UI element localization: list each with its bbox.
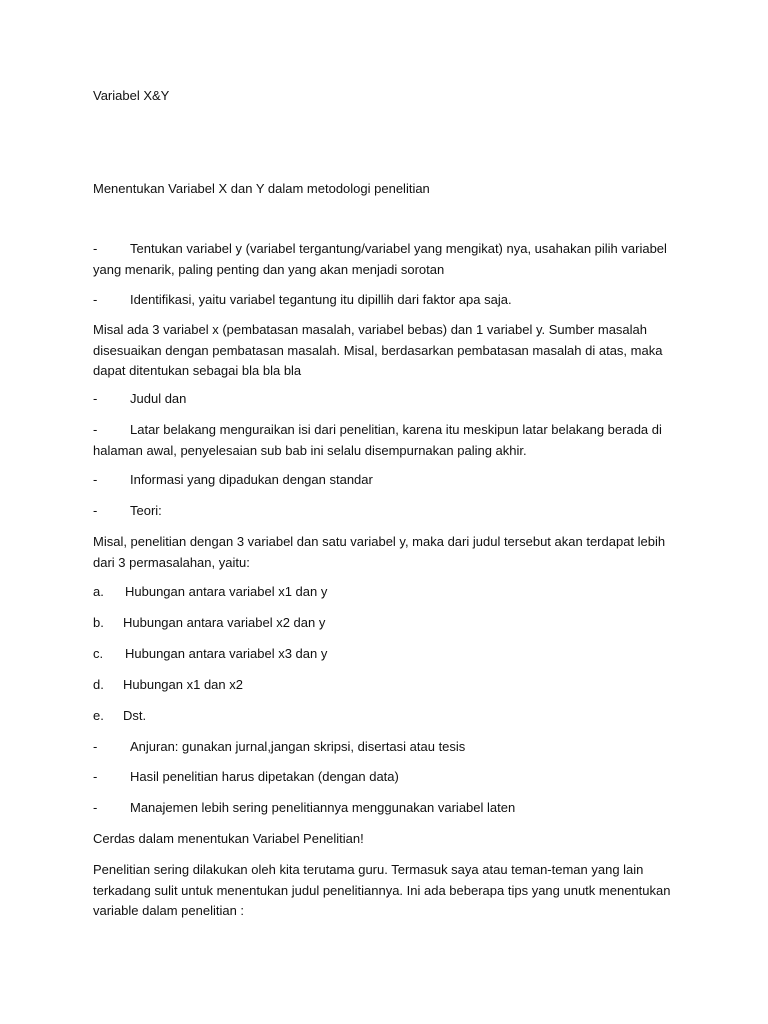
paragraph-penelitian: Penelitian sering dilakukan oleh kita terutama guru. Termasuk saya atau teman-teman yang lain terkadang sulit untuk menentukan judul penelitiannya. Ini ada beberapa tips yang unutk menentukan variable dalam penelitian : xyxy=(93,862,671,918)
list-item-b xyxy=(93,613,683,634)
bullet-text: Manajemen lebih sering penelitiannya menggunakan variabel laten xyxy=(130,800,516,815)
list-marker: b. xyxy=(93,615,104,630)
bullet-marker: - xyxy=(93,739,98,754)
bullet-marker: - xyxy=(93,472,98,487)
list-item-e xyxy=(93,706,683,727)
bullet-item-teori xyxy=(93,501,683,522)
bullet-item-tentukan xyxy=(93,239,683,280)
list-text: Hubungan antara variabel x1 dan y xyxy=(125,584,328,599)
bullet-text: Judul dan xyxy=(130,391,187,406)
list-text: Dst. xyxy=(123,708,147,723)
list-text: Hubungan antara variabel x2 dan y xyxy=(123,615,326,630)
bullet-text: Anjuran: gunakan jurnal,jangan skripsi, disertasi atau tesis xyxy=(130,739,466,754)
bullet-text: Informasi yang dipadukan dengan standar xyxy=(130,472,373,487)
bullet-item-informasi xyxy=(93,470,683,491)
bullet-item-latar xyxy=(93,420,683,461)
bullet-text: Latar belakang menguraikan isi dari penelitian, karena itu meskipun latar belakang berada di halaman awal, penyelesaian sub bab ini selalu disempurnakan paling akhir. xyxy=(93,422,662,458)
bullet-item-identifikasi xyxy=(93,290,683,311)
list-text: Hubungan antara variabel x3 dan y xyxy=(125,646,328,661)
bullet-item-judul xyxy=(93,389,683,410)
bullet-marker: - xyxy=(93,422,98,437)
list-marker: d. xyxy=(93,677,104,692)
paragraph-misal-1: Misal ada 3 variabel x (pembatasan masalah, variabel bebas) dan 1 variabel y. Sumber masalah disesuaikan dengan pembatasan masalah. Misal, berdasarkan pembatasan masalah di atas, maka dapat ditentukan sebagai bla bla bla xyxy=(93,322,663,378)
bullet-item-hasil xyxy=(93,767,683,788)
list-item-c xyxy=(93,644,683,665)
bullet-item-manajemen xyxy=(93,798,683,819)
list-item-d xyxy=(93,675,683,696)
paragraph-cerdas: Cerdas dalam menentukan Variabel Penelitian! xyxy=(93,831,364,846)
section-heading: Menentukan Variabel X dan Y dalam metodologi penelitian xyxy=(93,181,430,196)
bullet-text: Teori: xyxy=(130,503,162,518)
bullet-text: Tentukan variabel y (variabel tergantung/variabel yang mengikat) nya, usahakan pilih variabel yang menarik, paling penting dan yang akan menjadi sorotan xyxy=(93,241,667,277)
document-title: Variabel X&Y xyxy=(93,88,170,103)
list-item-a xyxy=(93,582,683,603)
bullet-marker: - xyxy=(93,769,98,784)
bullet-marker: - xyxy=(93,391,98,406)
bullet-marker: - xyxy=(93,241,98,256)
bullet-marker: - xyxy=(93,503,98,518)
bullet-marker: - xyxy=(93,292,98,307)
bullet-marker: - xyxy=(93,800,98,815)
list-marker: e. xyxy=(93,708,104,723)
bullet-item-anjuran xyxy=(93,737,683,758)
list-text: Hubungan x1 dan x2 xyxy=(123,677,243,692)
list-marker: a. xyxy=(93,584,104,599)
paragraph-misal-2: Misal, penelitian dengan 3 variabel dan satu variabel y, maka dari judul tersebut akan terdapat lebih dari 3 permasalahan, yaitu: xyxy=(93,534,666,570)
bullet-text: Hasil penelitian harus dipetakan (dengan data) xyxy=(130,769,399,784)
list-marker: c. xyxy=(93,646,104,661)
bullet-text: Identifikasi, yaitu variabel tegantung itu dipillih dari faktor apa saja. xyxy=(130,292,512,307)
